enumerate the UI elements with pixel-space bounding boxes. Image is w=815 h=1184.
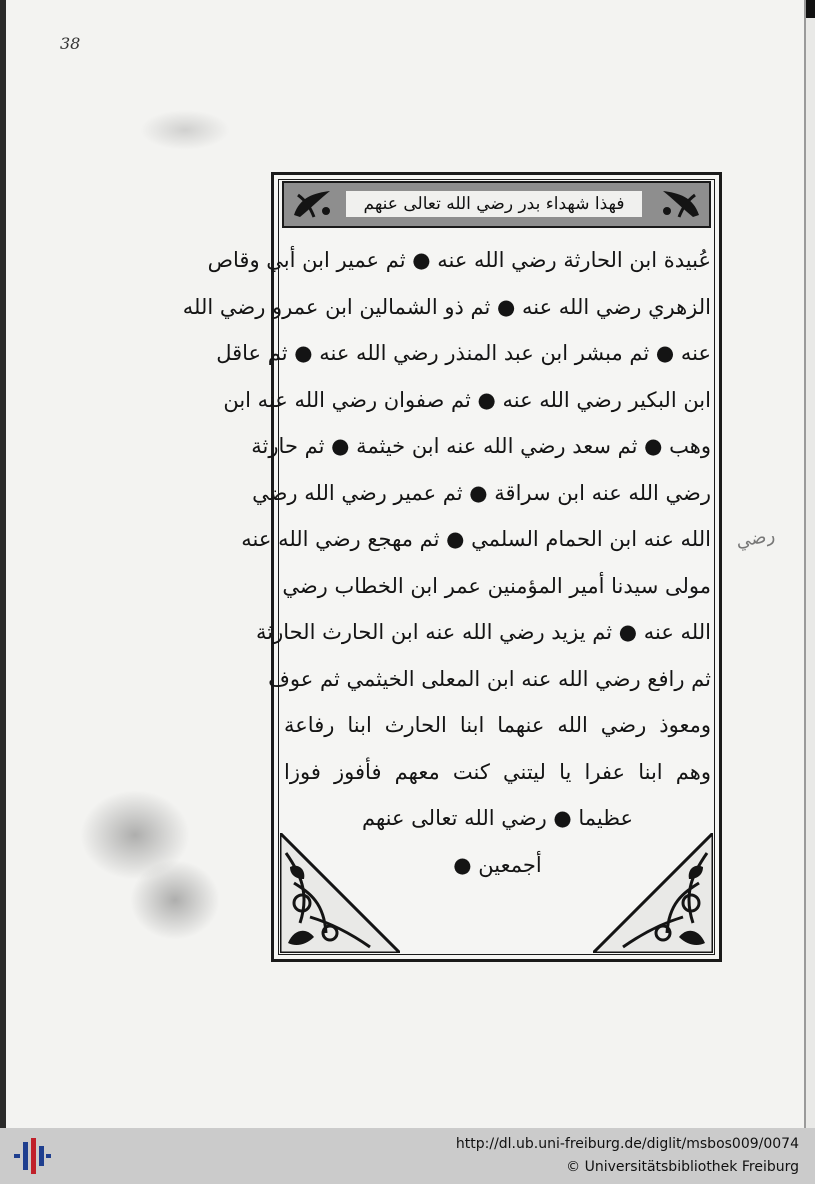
text-line: ومعوذ رضي الله عنهما ابنا الحارث ابنا رفاعة	[284, 713, 711, 737]
text-line: ابن البكير رضي الله عنه ● ثم صفوان رضي الله عنه ابن	[223, 387, 711, 412]
ink-smudge	[130, 860, 220, 940]
manuscript-body	[182, 237, 711, 888]
footer-bar	[0, 1128, 815, 1184]
text-line: الله عنه ابن الحمام السلمي ● ثم مهجع رضي الله عنه	[241, 527, 711, 551]
text-line: وهب ● ثم سعد رضي الله عنه ابن خيثمة ● ثم حارثة	[251, 434, 711, 458]
text-line: أجمعين ●	[453, 852, 542, 877]
floral-corner-ornament-icon	[280, 833, 400, 953]
floral-corner-ornament-icon	[593, 833, 713, 953]
heading-band	[282, 181, 711, 228]
copyright-text: © Universitätsbibliothek Freiburg	[566, 1159, 799, 1175]
text-line: ثم رافع رضي الله عنه ابن المعلى الخيثمي ثم عوف	[268, 666, 711, 691]
leaf-ornament-icon	[657, 187, 703, 221]
text-line: وهم ابنا عفرا يا ليتني كنت معهم فأفوز فوزا	[284, 759, 711, 784]
page-left-edge	[0, 0, 6, 1128]
text-line: عُبيدة ابن الحارثة رضي الله عنه ● ثم عمير ابن أبي وقاص	[207, 248, 711, 272]
leaf-ornament-icon	[290, 187, 336, 221]
text-line: مولى سيدنا أمير المؤمنين عمر ابن الخطاب رضي	[282, 573, 711, 598]
ink-smudge	[140, 110, 230, 150]
text-line: الله عنه ● ثم يزيد رضي الله عنه ابن الحارث الحارثة	[255, 620, 711, 644]
margin-note: رضي	[734, 524, 777, 553]
text-frame	[182, 172, 722, 962]
ub-freiburg-logo-icon	[12, 1136, 52, 1176]
folio-number: 38	[60, 34, 81, 53]
text-line: عنه ● ثم مبشر ابن عبد المنذر رضي الله عنه ● ثم عاقل	[216, 341, 711, 365]
text-line: رضي الله عنه ابن سراقة ● ثم عمير رضي الله رضي	[252, 480, 711, 505]
page-edge-tab	[806, 0, 815, 18]
page-right-edge	[804, 0, 815, 1128]
text-line: الزهري رضي الله عنه ● ثم ذو الشمالين ابن عمرو رضي الله	[182, 294, 711, 319]
source-url-link[interactable]: http://dl.ub.uni-freiburg.de/diglit/msbos009/0074	[455, 1136, 799, 1152]
text-line: عظيما ● رضي الله تعالى عنهم	[361, 806, 634, 830]
heading-text: فهذا شهداء بدر رضي الله تعالى عنهم	[346, 191, 642, 217]
